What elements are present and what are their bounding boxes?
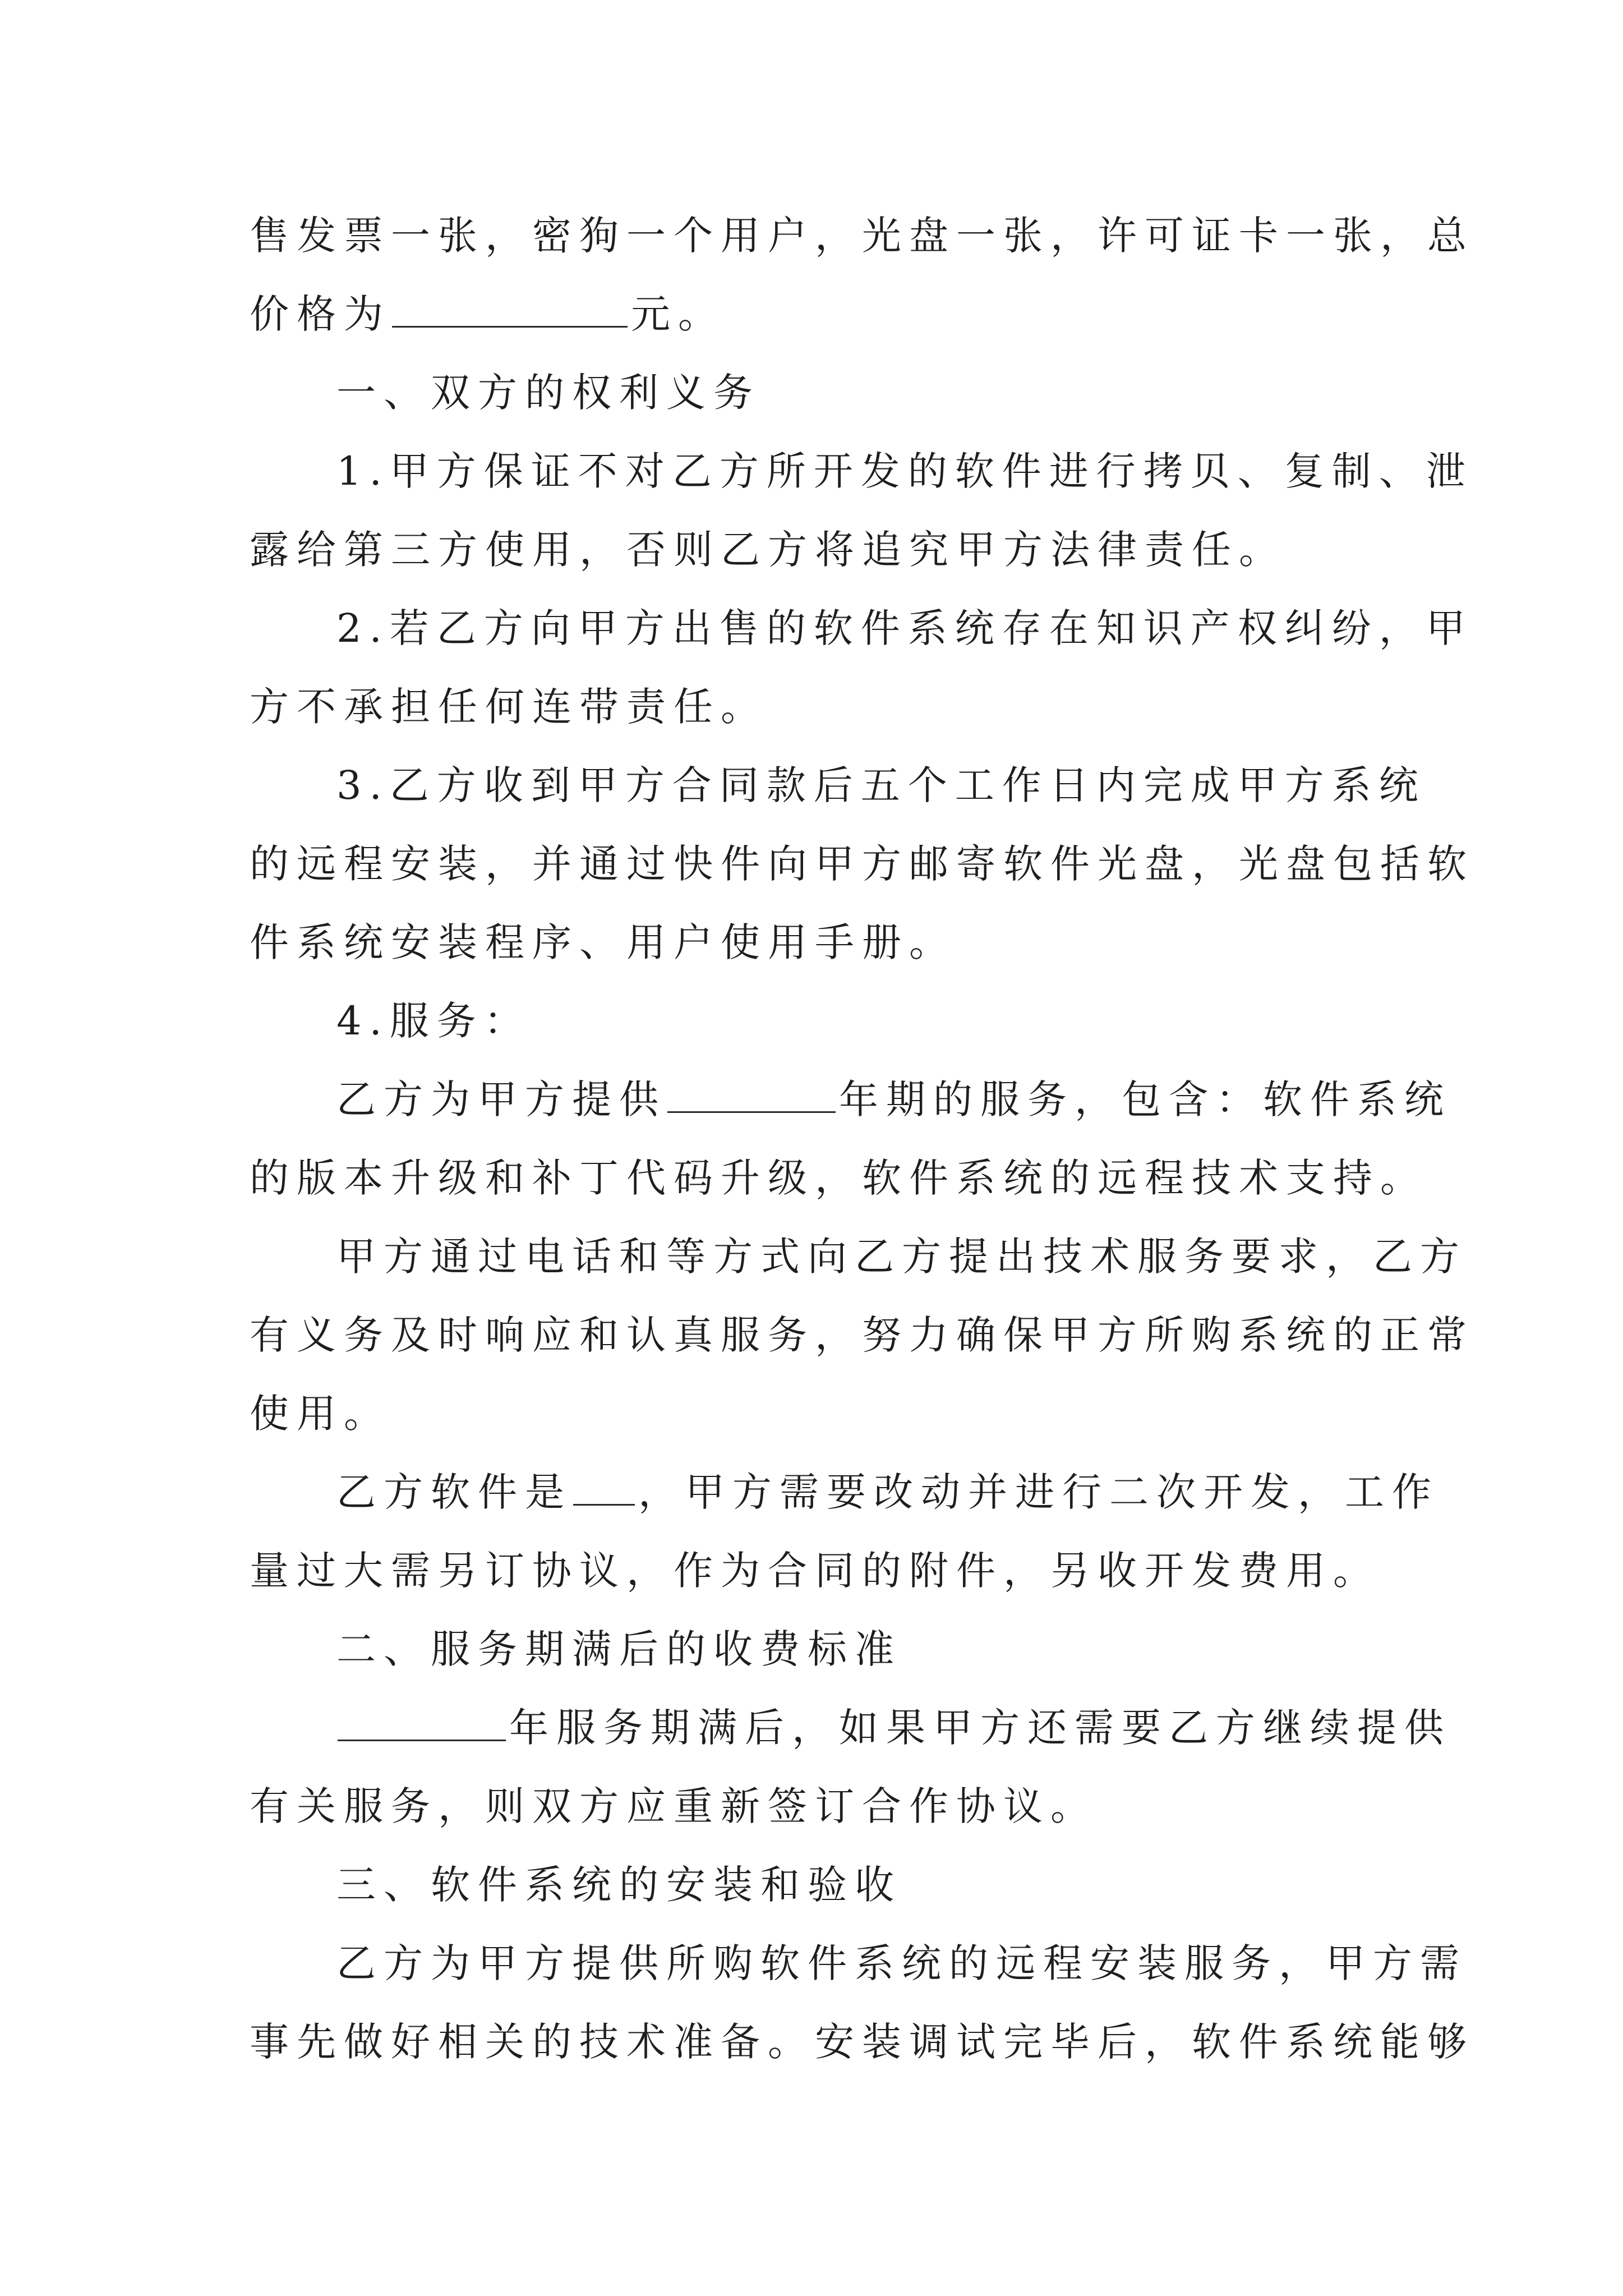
paragraph-line: 的版本升级和补丁代码升级，软件系统的远程技术支持。 (250, 1155, 1427, 1201)
fill-blank (667, 1076, 836, 1113)
paragraph-line: 的远程安装，并通过快件向甲方邮寄软件光盘，光盘包括软 (250, 841, 1474, 887)
paragraph-line (336, 1700, 1451, 1756)
fill-blank (573, 1469, 635, 1506)
section-heading: 一、双方的权利义务 (336, 370, 760, 416)
section-heading: 二、服务期满后的收费标准 (336, 1626, 902, 1672)
paragraph-line: 露给第三方使用，否则乙方将追究甲方法律责任。 (250, 527, 1286, 573)
paragraph-line: 件系统安装程序、用户使用手册。 (250, 919, 956, 965)
line-text: ，甲方需要改动并进行二次开发，工作 (638, 1469, 1439, 1515)
paragraph-line: 使用。 (250, 1391, 391, 1437)
paragraph-line: 事先做好相关的技术准备。安装调试完毕后，软件系统能够 (250, 2019, 1474, 2065)
paragraph-line: 售发票一张，密狗一个用户，光盘一张，许可证卡一张，总 (250, 213, 1474, 259)
line-text: 年期的服务，包含：软件系统 (839, 1076, 1451, 1122)
section-heading: 三、软件系统的安装和验收 (336, 1862, 902, 1908)
line-text: 元。 (631, 291, 725, 337)
line-text: 价格为 (250, 291, 391, 337)
paragraph-line: 量过大需另订协议，作为合同的附件，另收开发费用。 (250, 1548, 1380, 1594)
paragraph-line: 方不承担任何连带责任。 (250, 684, 768, 730)
fill-blank (338, 1705, 506, 1741)
fill-blank (392, 291, 628, 328)
paragraph-line (336, 1071, 1451, 1128)
paragraph-line (336, 1464, 1439, 1520)
paragraph-line: 有义务及时响应和认真服务，努力确保甲方所购系统的正常 (250, 1312, 1474, 1358)
line-text: 乙方软件是 (336, 1469, 572, 1515)
paragraph-line: 1.甲方保证不对乙方所开发的软件进行拷贝、复制、泄 (336, 448, 1473, 494)
line-text: 乙方为甲方提供 (336, 1076, 666, 1122)
line-text: 年服务期满后，如果甲方还需要乙方继续提供 (509, 1705, 1451, 1751)
paragraph-line: 乙方为甲方提供所购软件系统的远程安装服务，甲方需 (336, 1940, 1467, 1986)
paragraph-line: 有关服务，则双方应重新签订合作协议。 (250, 1783, 1098, 1829)
paragraph-line: 3.乙方收到甲方合同款后五个工作日内完成甲方系统 (336, 762, 1426, 808)
paragraph-line (250, 286, 725, 342)
paragraph-line: 甲方通过电话和等方式向乙方提出技术服务要求，乙方 (336, 1234, 1467, 1280)
paragraph-line: 4.服务： (336, 998, 531, 1044)
paragraph-line: 2.若乙方向甲方出售的软件系统存在知识产权纠纷，甲 (336, 605, 1473, 651)
